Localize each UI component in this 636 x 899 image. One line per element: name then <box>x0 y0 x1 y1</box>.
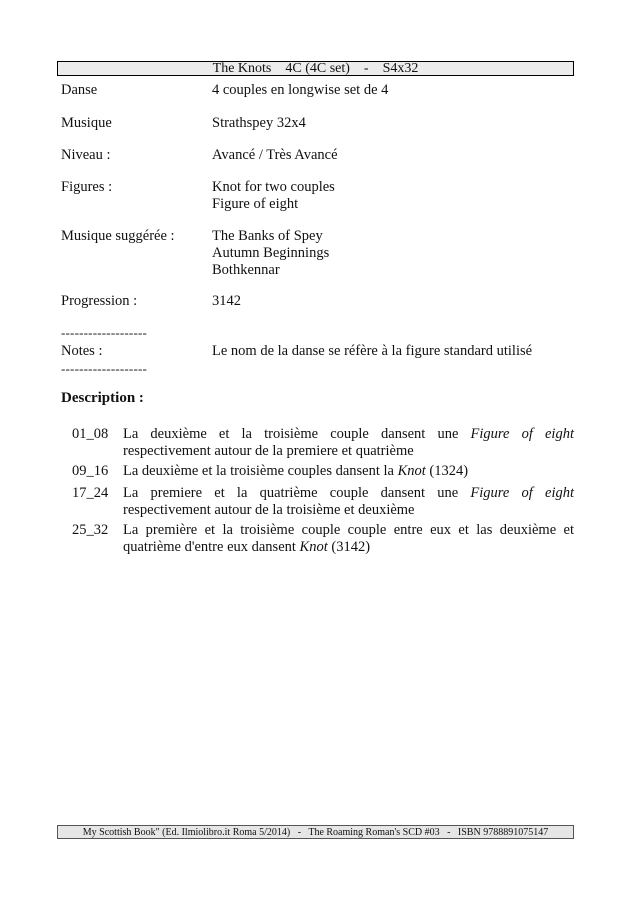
field-label: Musique suggérée : <box>61 228 175 244</box>
bar-range: 01_08 <box>72 426 109 442</box>
entry-text: La deuxième et la troisième couple dansent une Figure of eight respectivement autour de la premiere et quatrième <box>123 426 574 459</box>
field-value: 3142 <box>212 293 241 309</box>
field-value: Avancé / Très Avancé <box>212 147 338 163</box>
field-label: Progression : <box>61 293 138 309</box>
footer-citation: My Scottish Book" (Ed. Ilmiolibro.it Roma 5/2014) - The Roaming Roman's SCD #03 - ISBN 9788891075147 <box>57 825 574 839</box>
dance-title: The Knots 4C (4C set) - S4x32 <box>57 61 574 76</box>
field-value: 4 couples en longwise set de 4 <box>212 82 389 98</box>
field-label: Musique <box>61 115 112 131</box>
field-label: Notes : <box>61 343 103 359</box>
bar-range: 25_32 <box>72 522 109 538</box>
field-label: Niveau : <box>61 147 111 163</box>
entry-text: La deuxième et la troisième couples dansent la Knot (1324) <box>123 463 469 479</box>
entry-text: La première et la troisième couple couple entre eux et las deuxième et quatrième d'entre eux dansent Knot (3142) <box>123 522 574 555</box>
bar-range: 17_24 <box>72 485 109 501</box>
field-value: Knot for two couples Figure of eight <box>212 179 335 212</box>
field-value: The Banks of Spey Autumn Beginnings Bothkennar <box>212 228 330 278</box>
description-heading: Description : <box>61 390 144 406</box>
field-value: Le nom de la danse se réfère à la figure standard utilisé <box>212 343 533 359</box>
field-label: Figures : <box>61 179 113 195</box>
notes-rule-top: ------------------- <box>61 325 148 340</box>
bar-range: 09_16 <box>72 463 109 479</box>
notes-rule-bottom: ------------------- <box>61 361 148 376</box>
field-value: Strathspey 32x4 <box>212 115 306 131</box>
field-label: Danse <box>61 82 98 98</box>
entry-text: La premiere et la quatrième couple dansent une Figure of eight respectivement autour de la troisième et deuxième <box>123 485 574 518</box>
